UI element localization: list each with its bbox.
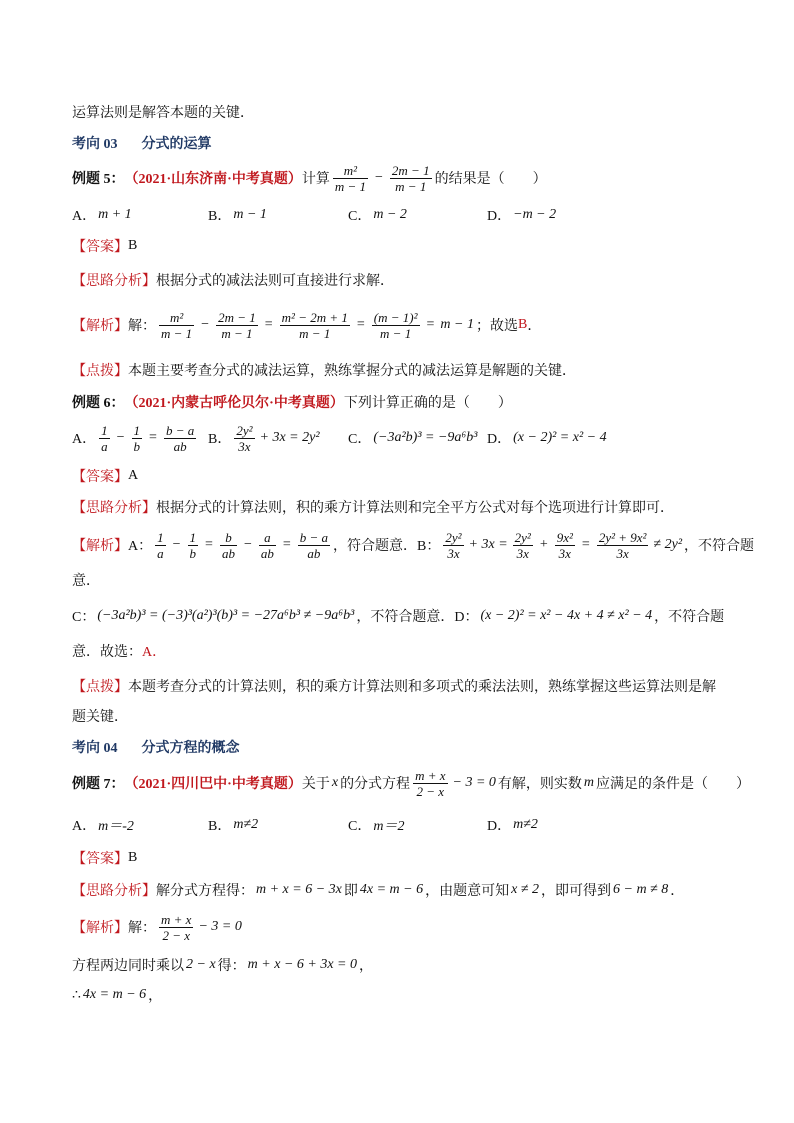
numerator: b − a [165,422,195,438]
operator: − [116,430,125,445]
option-key: D． [487,819,512,834]
fraction [372,310,420,341]
option-key: B． [208,209,232,224]
analysis-text: 根据分式的减法法则可直接进行求解． [156,274,394,289]
option-key: A． [72,209,97,224]
therefore-symbol: ∴ [72,987,81,1003]
denominator: m − 1 [390,178,432,194]
option-text: m − 2 [373,207,407,222]
option-b [208,815,348,835]
numerator: 2m − 1 [391,162,430,178]
example-source: （2021·山东济南·中考真题） [124,172,302,187]
answer-tag: 【答案】 [72,852,128,867]
denominator: ab [298,545,330,561]
operator: = [426,317,435,332]
answer-value: A [128,468,139,483]
sentence-end: ． [527,319,542,334]
denominator: 3x [597,545,649,561]
tip-tag: 【点拨】 [72,680,128,695]
stem-text: 下列计算正确的是（ ） [343,396,512,411]
option-d [487,205,558,225]
example-label: 例题 7： [72,777,125,792]
math-expression: 4x = m − 6 [359,882,424,897]
section-title: 分式方程的概念 [141,741,240,756]
verdict-text: 意． [72,574,100,589]
example-5-solution [72,306,541,344]
fraction [259,530,276,561]
math-expression: m + x − 6 + 3x = 0 [247,957,357,972]
fraction [164,423,196,454]
math-expression: m + x = 6 − 3x [256,882,342,897]
choose-text: ；故选 [475,319,518,334]
stem-text: 关于 [301,777,330,792]
numerator: 1 [189,529,197,545]
answer-value: B [128,238,138,253]
math-expression: 2 − x [186,957,216,972]
fraction [298,530,330,561]
option-text: m≠2 [513,817,538,832]
denominator: 2 − x [159,927,193,943]
numerator: 1 [101,422,108,438]
option-a [72,205,208,225]
math-expression: − 3 = 0 [452,775,496,790]
numerator: (m − 1)² [373,309,418,325]
numerator: 9x² [556,529,573,545]
example-7-solution [72,908,244,946]
fraction [220,530,237,561]
fraction [99,423,110,454]
answer-tag: 【答案】 [72,470,128,485]
example-6-solution-line-3 [72,607,724,625]
section-heading-03 [72,134,212,152]
denominator: b [189,545,197,561]
numerator: 2y² + 9x² [598,529,647,545]
example-5-tip [72,361,576,379]
operator: − [243,537,252,552]
numerator: 2m − 1 [218,309,256,325]
example-5-stem [72,159,547,197]
fraction [413,768,447,799]
analysis-text: ，由题意可知 [425,884,510,899]
math-expression: (x − 2)² = x² − 4 [513,430,607,445]
analysis-text: 解分式方程得： [156,884,254,899]
numerator: m² − 2m + 1 [281,309,348,325]
option-key: B． [208,432,232,447]
numerator: m + x [415,767,446,783]
operator: = [264,317,273,332]
answer-tag: 【答案】 [72,240,128,255]
stem-text: 计算 [301,172,330,187]
option-text: m≠2 [233,817,259,832]
operator: = [356,317,365,332]
example-6-answer [72,467,138,485]
step-text: 得： [217,959,246,974]
analysis-tag: 【思路分析】 [72,884,156,899]
stem-text: 应满足的条件是（ ） [596,777,751,792]
denominator: a [157,545,164,561]
math-expression: (−3a²b)³ = (−3)³(a²)³(b)³ = −27a⁶b³ ≠ −9a⁶b³ [97,608,355,623]
tip-text: 题关键． [72,710,128,725]
example-source: （2021·内蒙古呼伦贝尔·中考真题） [124,396,344,411]
math-expression: − 3 = 0 [198,919,242,934]
fraction [216,310,258,341]
variable: m [583,775,595,790]
verdict-text: ，不符合题 [654,610,725,625]
choice-letter: B [517,317,528,332]
math-expression: (x − 2)² = x² − 4x + 4 ≠ x² − 4 [480,608,653,623]
example-7-step-2 [72,986,162,1004]
numerator: 2y² [236,422,253,438]
fraction [555,530,575,561]
operator: = [149,430,157,445]
denominator: m − 1 [161,325,193,341]
option-text: m − 1 [233,207,267,222]
intro-tail-line [72,103,254,121]
denominator: a [101,438,108,454]
operator: = [205,537,213,552]
analysis-text: 即 [343,884,358,899]
example-5-answer [72,237,137,255]
operator: = [282,537,291,552]
solution-lead: 解： [128,319,156,334]
operator: = [581,537,590,552]
option-key: C． [348,432,372,447]
operator: − [375,170,383,185]
denominator: 2 − x [413,783,447,799]
math-expression: m − 1 [440,317,474,332]
example-7-step-1 [72,956,373,974]
stem-text: 的结果是（ ） [434,172,547,187]
math-expression: + 3x = 2y² [259,430,320,445]
denominator: ab [260,545,274,561]
option-key: D． [487,209,512,224]
option-key: A． [72,432,97,447]
example-6-solution-line-4 [72,642,166,660]
option-c [348,428,487,448]
sentence-end: ． [670,884,685,899]
fraction [280,310,350,341]
tip-text: 本题考查分式的计算法则，积的乘方计算法则和多项式的乘法法则，熟练掌握这些运算法则是解 [128,680,716,695]
example-7-answer [72,849,137,867]
example-label: 例题 6： [72,396,125,411]
stem-text: 有解，则实数 [497,777,582,792]
fraction [234,423,254,454]
case-label: A： [128,539,153,554]
option-a [72,815,208,835]
example-source: （2021·四川巴中·中考真题） [124,777,302,792]
option-b [208,423,348,454]
option-c [348,205,487,225]
numerator: m + x [161,911,192,927]
tip-text: 本题主要考查分式的减法运算，熟练掌握分式的减法运算是解题的关键． [128,364,576,379]
numerator: 1 [157,529,164,545]
choice-letter: A． [142,645,167,660]
variable: x [331,775,339,790]
analysis-tag: 【思路分析】 [72,274,156,289]
denominator: b [133,438,141,454]
option-key: C． [348,819,372,834]
section-heading-04 [72,738,240,756]
numerator: 2y² [445,529,462,545]
denominator: m − 1 [280,325,350,341]
step-text: ， [359,959,373,974]
option-text: m＝2 [373,819,405,834]
case-label: C： [72,610,96,625]
denominator: m − 1 [216,325,258,341]
option-b [208,205,348,225]
denominator: ab [164,438,196,454]
fraction [390,163,432,194]
option-key: B． [208,819,232,834]
section-code: 考向 03 [72,137,118,152]
example-6-options [72,419,609,457]
verdict-text: ，不符合题 [684,539,755,554]
option-text: m + 1 [98,207,132,222]
fraction [188,530,199,561]
stem-text: 的分式方程 [340,777,411,792]
example-6-tip-line-1 [72,677,716,695]
analysis-text: ，即可得到 [541,884,612,899]
verdict-text: ，符合题意． [333,539,418,554]
case-label: B： [417,539,441,554]
solution-lead: 解： [128,921,156,936]
fraction [132,423,143,454]
numerator: m² [343,162,358,178]
analysis-text: 根据分式的计算法则，积的乘方计算法则和完全平方公式对每个选项进行计算即可． [156,501,674,516]
numerator: m² [169,309,184,325]
denominator: 3x [555,545,575,561]
example-5-options [72,206,558,224]
example-7-analysis [72,881,684,899]
option-text: m＝-2 [98,819,134,834]
step-text: ， [148,989,163,1004]
example-6-stem [72,393,512,411]
example-7-options [72,816,540,834]
section-code: 考向 04 [72,741,118,756]
numerator: 2y² [514,529,531,545]
tip-tag: 【点拨】 [72,364,128,379]
fraction [159,912,193,943]
fraction [333,163,368,194]
option-key: D． [487,432,512,447]
option-text: −m − 2 [513,207,557,222]
operator: − [201,317,210,332]
example-7-stem [72,764,750,802]
solution-tag: 【解析】 [72,921,128,936]
denominator: m − 1 [334,178,367,194]
denominator: ab [221,545,235,561]
solution-tag: 【解析】 [72,539,128,554]
fraction [513,530,533,561]
fraction [443,530,463,561]
operator: − [172,537,181,552]
denominator: m − 1 [372,325,420,341]
numerator: 1 [133,422,141,438]
example-6-tip-line-2 [72,707,128,725]
example-label: 例题 5： [72,172,125,187]
math-expression: 4x = m − 6 [82,987,147,1002]
example-6-solution-line-1 [72,526,754,564]
example-6-analysis [72,498,674,516]
numerator: b [225,529,232,545]
option-d [487,815,540,835]
case-label: D： [454,610,479,625]
operator: + [539,537,548,552]
answer-value: B [128,850,138,865]
fraction [597,530,649,561]
option-c [348,815,487,835]
option-key: C． [348,209,372,224]
math-expression: (−3a²b)³ = −9a⁶b³ [373,430,478,445]
example-6-solution-line-2 [72,571,100,589]
numerator: b − a [299,529,329,545]
denominator: 3x [234,438,254,454]
analysis-tag: 【思路分析】 [72,501,156,516]
option-a [72,423,208,454]
option-key: A． [72,819,97,834]
denominator: 3x [513,545,533,561]
verdict-text: ，不符合题意． [356,610,455,625]
example-5-analysis [72,271,394,289]
denominator: 3x [443,545,463,561]
verdict-text: 意．故选： [72,645,142,660]
math-expression: x ≠ 2 [511,882,540,897]
fraction [159,310,194,341]
option-d [487,428,609,448]
numerator: a [264,529,271,545]
math-expression: ≠ 2y² [653,537,683,552]
math-expression: 6 − m ≠ 8 [613,882,669,897]
math-expression: + 3x = [468,537,508,552]
step-text: 方程两边同时乘以 [72,959,184,974]
intro-tail-text: 运算法则是解答本题的关键． [72,106,254,121]
fraction [155,530,166,561]
section-title: 分式的运算 [141,137,212,152]
solution-tag: 【解析】 [72,319,128,334]
